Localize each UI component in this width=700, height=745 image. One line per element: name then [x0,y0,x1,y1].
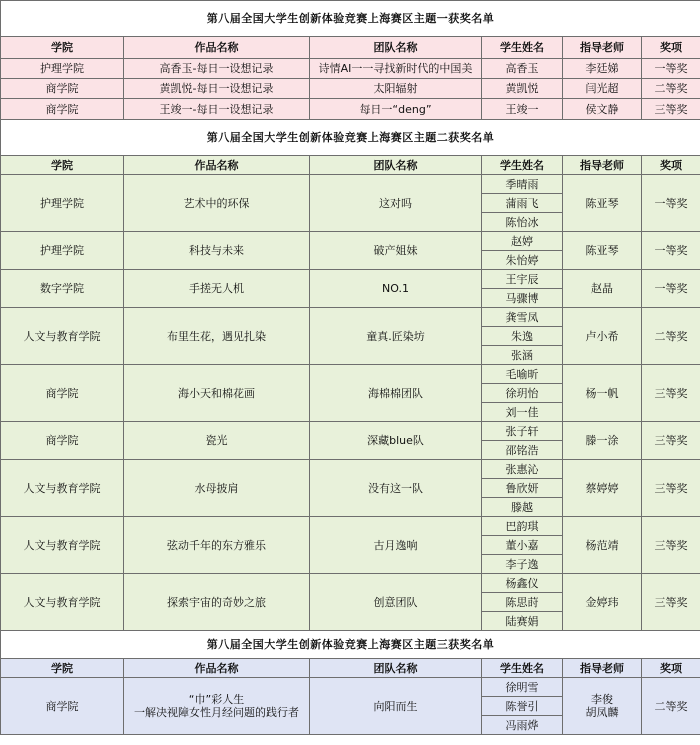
college-cell: 商学院 [1,678,124,735]
column-header: 学院 [1,37,124,59]
table-row [1,270,700,289]
student-name-cell: 王宇辰 [482,270,563,289]
college-cell: 护理学院 [1,232,124,270]
student-name-cell: 朱逸 [482,327,563,346]
work-title-cell: 水母披肩 [124,460,310,517]
column-header: 指导老师 [563,659,642,678]
team-name-cell: 太阳辐射 [310,79,482,99]
student-name-cell: 徐明雪 [482,678,563,697]
award-cell: 二等奖 [642,79,700,99]
student-name-cell: 董小嘉 [482,536,563,555]
student-name-cell: 徐玥怡 [482,384,563,403]
advisor-cell: 陈亚琴 [563,175,642,232]
college-cell: 商学院 [1,99,124,120]
college-cell: 人文与教育学院 [1,574,124,631]
student-name-cell: 马骤博 [482,289,563,308]
student-name-cell: 陈怡冰 [482,213,563,232]
team-name-cell: NO.1 [310,270,482,308]
column-header: 学院 [1,156,124,175]
award-cell: 一等奖 [642,232,700,270]
column-header: 作品名称 [124,659,310,678]
student-name-cell: 鲁欣妍 [482,479,563,498]
section-title: 第八届全国大学生创新体验竞赛上海赛区主题二获奖名单 [1,120,700,156]
college-cell: 人文与教育学院 [1,517,124,574]
award-cell: 三等奖 [642,460,700,517]
work-title-cell: “巾”彩人生 一解决视障女性月经问题的践行者 [124,678,310,735]
table-row [1,308,700,327]
advisor-cell: 金婷玮 [563,574,642,631]
table-row [1,517,700,536]
student-name-cell: 朱怡婷 [482,251,563,270]
column-header: 学生姓名 [482,156,563,175]
work-title-cell: 探索宇宙的奇妙之旅 [124,574,310,631]
column-header: 指导老师 [563,156,642,175]
award-cell: 三等奖 [642,422,700,460]
team-name-cell: 每日一“deng” [310,99,482,120]
team-name-cell: 向阳而生 [310,678,482,735]
table-row [1,79,700,99]
award-cell: 一等奖 [642,175,700,232]
award-cell: 一等奖 [642,59,700,79]
student-name-cell: 陆赛娟 [482,612,563,631]
student-name-cell: 巴韵琪 [482,517,563,536]
column-header: 作品名称 [124,156,310,175]
column-header: 奖项 [642,659,700,678]
student-name-cell: 高香玉 [482,59,563,79]
advisor-cell: 杨一帆 [563,365,642,422]
team-name-cell: 深藏blue队 [310,422,482,460]
section-title: 第八届全国大学生创新体验竞赛上海赛区主题三获奖名单 [1,631,700,659]
column-header: 学生姓名 [482,37,563,59]
award-cell: 一等奖 [642,270,700,308]
advisor-cell: 赵晶 [563,270,642,308]
work-title-cell: 艺术中的环保 [124,175,310,232]
advisor-cell: 卢小希 [563,308,642,365]
team-name-cell: 海棉棉团队 [310,365,482,422]
student-name-cell: 邵铭浩 [482,441,563,460]
college-cell: 商学院 [1,422,124,460]
advisor-cell: 滕一涂 [563,422,642,460]
student-name-cell: 冯雨烨 [482,716,563,735]
column-header: 学院 [1,659,124,678]
college-cell: 商学院 [1,365,124,422]
team-name-cell: 童真.匠染坊 [310,308,482,365]
award-cell: 二等奖 [642,678,700,735]
table-row [1,422,700,441]
advisor-cell: 杨范靖 [563,517,642,574]
student-name-cell: 陈思莳 [482,593,563,612]
work-title-cell: 高香玉-每日一设想记录 [124,59,310,79]
college-cell: 数字学院 [1,270,124,308]
column-header: 学生姓名 [482,659,563,678]
advisor-cell: 李俊 胡凤麟 [563,678,642,735]
column-header: 团队名称 [310,659,482,678]
table-row [1,232,700,251]
student-name-cell: 赵婷 [482,232,563,251]
college-cell: 护理学院 [1,175,124,232]
advisor-cell: 李廷娣 [563,59,642,79]
award-cell: 三等奖 [642,365,700,422]
work-title-cell: 黄凯悦-每日一设想记录 [124,79,310,99]
table-row [1,175,700,194]
student-name-cell: 陈誉引 [482,697,563,716]
college-cell: 护理学院 [1,59,124,79]
column-header: 指导老师 [563,37,642,59]
advisor-cell: 侯文静 [563,99,642,120]
column-header: 作品名称 [124,37,310,59]
column-header: 奖项 [642,156,700,175]
award-cell: 三等奖 [642,574,700,631]
award-cell: 三等奖 [642,517,700,574]
table-row [1,59,700,79]
work-title-cell: 科技与未来 [124,232,310,270]
team-name-cell: 诗情AI一一寻找新时代的中国美 [310,59,482,79]
work-title-cell: 瓷光 [124,422,310,460]
student-name-cell: 杨鑫仪 [482,574,563,593]
advisor-cell: 蔡婷婷 [563,460,642,517]
section-title: 第八届全国大学生创新体验竞赛上海赛区主题一获奖名单 [1,1,700,37]
table-row [1,460,700,479]
work-title-cell: 海小天和棉花画 [124,365,310,422]
student-name-cell: 李子逸 [482,555,563,574]
work-title-cell: 手搓无人机 [124,270,310,308]
work-title-cell: 弦动千年的东方雅乐 [124,517,310,574]
table-row [1,99,700,120]
table-row [1,365,700,384]
work-title-cell: 布里生花，遇见扎染 [124,308,310,365]
table-row [1,574,700,593]
student-name-cell: 季晴雨 [482,175,563,194]
column-header: 团队名称 [310,37,482,59]
table-row [1,678,700,697]
student-name-cell: 黄凯悦 [482,79,563,99]
work-title-cell: 王竣一-每日一设想记录 [124,99,310,120]
team-name-cell: 古月逸响 [310,517,482,574]
team-name-cell: 创意团队 [310,574,482,631]
advisor-cell: 闫光超 [563,79,642,99]
team-name-cell: 破产姐妹 [310,232,482,270]
college-cell: 人文与教育学院 [1,308,124,365]
college-cell: 商学院 [1,79,124,99]
award-cell: 三等奖 [642,99,700,120]
column-header: 奖项 [642,37,700,59]
student-name-cell: 蒲雨飞 [482,194,563,213]
award-cell: 二等奖 [642,308,700,365]
student-name-cell: 龚雪凤 [482,308,563,327]
student-name-cell: 毛喻昕 [482,365,563,384]
student-name-cell: 张子轩 [482,422,563,441]
team-name-cell: 没有这一队 [310,460,482,517]
student-name-cell: 张惠沁 [482,460,563,479]
college-cell: 人文与教育学院 [1,460,124,517]
column-header: 团队名称 [310,156,482,175]
student-name-cell: 刘一佳 [482,403,563,422]
team-name-cell: 这对吗 [310,175,482,232]
student-name-cell: 滕越 [482,498,563,517]
student-name-cell: 张涵 [482,346,563,365]
advisor-cell: 陈亚琴 [563,232,642,270]
student-name-cell: 王竣一 [482,99,563,120]
